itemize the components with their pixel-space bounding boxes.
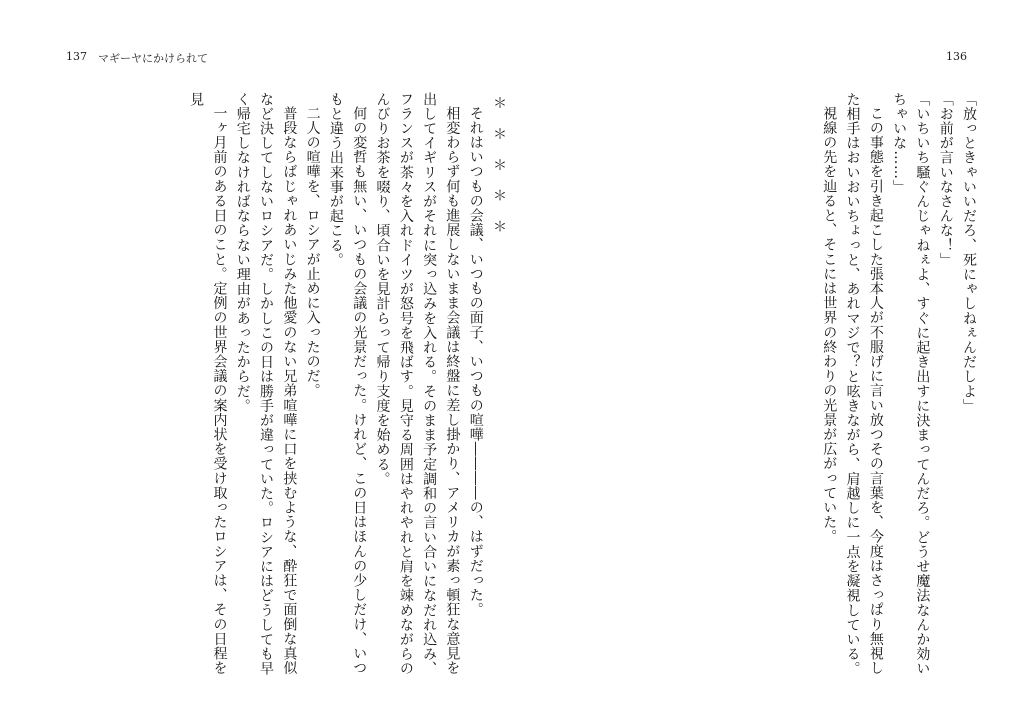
- right-page-number: 136: [946, 50, 967, 63]
- paragraph: 何の変哲も無い、いつもの会議の光景だった。けれど、この日はほんの少しだけ、いつもと違う出来事が起こる。: [327, 92, 368, 676]
- right-page-body: [780, 92, 980, 682]
- paragraph: 一ヶ月前のある日のこと。定例の世界会議の案内状を受け取ったロシアは、その日程を見: [188, 92, 228, 676]
- paragraph: 視線の先を辿ると、そこには世界の終わりの光景が広がっていた。: [821, 106, 838, 544]
- paragraph: 相変わらず何も進展しないまま会議は終盤に差し掛かり、アメリカが素っ頓狂な意見を出してイギリスがそれに突っ込みを入れる。そのまま予定調和の言い合いになだれ込み、フランスが茶々を入れドイツが怒号を飛ばす。見守る周囲はやれやれと肩を竦めながらのんびりお茶を啜り、頃合いを見計らって帰り支度を始める。: [374, 92, 461, 676]
- paragraph: 「お前が言いなさんな！」: [937, 92, 954, 268]
- paragraph: 「いちいち騒ぐんじゃねぇよ、すぐに起き出すに決まってんだろ。どうせ魔法なんか効いちゃいな……」: [891, 92, 931, 676]
- left-page-number: 137: [66, 50, 87, 63]
- running-title: マギーヤにかけられて: [98, 52, 208, 65]
- paragraph: この事態を引き起こした張本人が不服げに言い放つその言葉を、今度はさっぱり無視した相手はおいおいちょっと、あれマジで？と呟きながら、肩越しに一点を凝視している。: [844, 92, 884, 676]
- paragraph: 普段ならばじゃれあいじみた他愛のない兄弟喧嘩に口を挟むような、酔狂で面倒な真似など決してしないロシアだ。しかしこの日は勝手が違っていた。ロシアにはどうしても早く帰宅しなければならない理由があったからだ。: [234, 92, 298, 676]
- left-page-body: [50, 92, 510, 682]
- paragraph: 二人の喧嘩を、ロシアが止めに入ったのだ。: [304, 106, 321, 398]
- section-break: ＊＊＊＊＊: [491, 96, 507, 251]
- paragraph: それはいつもの会議、いつもの面子、いつもの喧嘩――――の、はずだった。: [467, 106, 484, 617]
- paragraph: 「放っときゃいいだろ、死にゃしねぇんだしよ」: [961, 92, 977, 414]
